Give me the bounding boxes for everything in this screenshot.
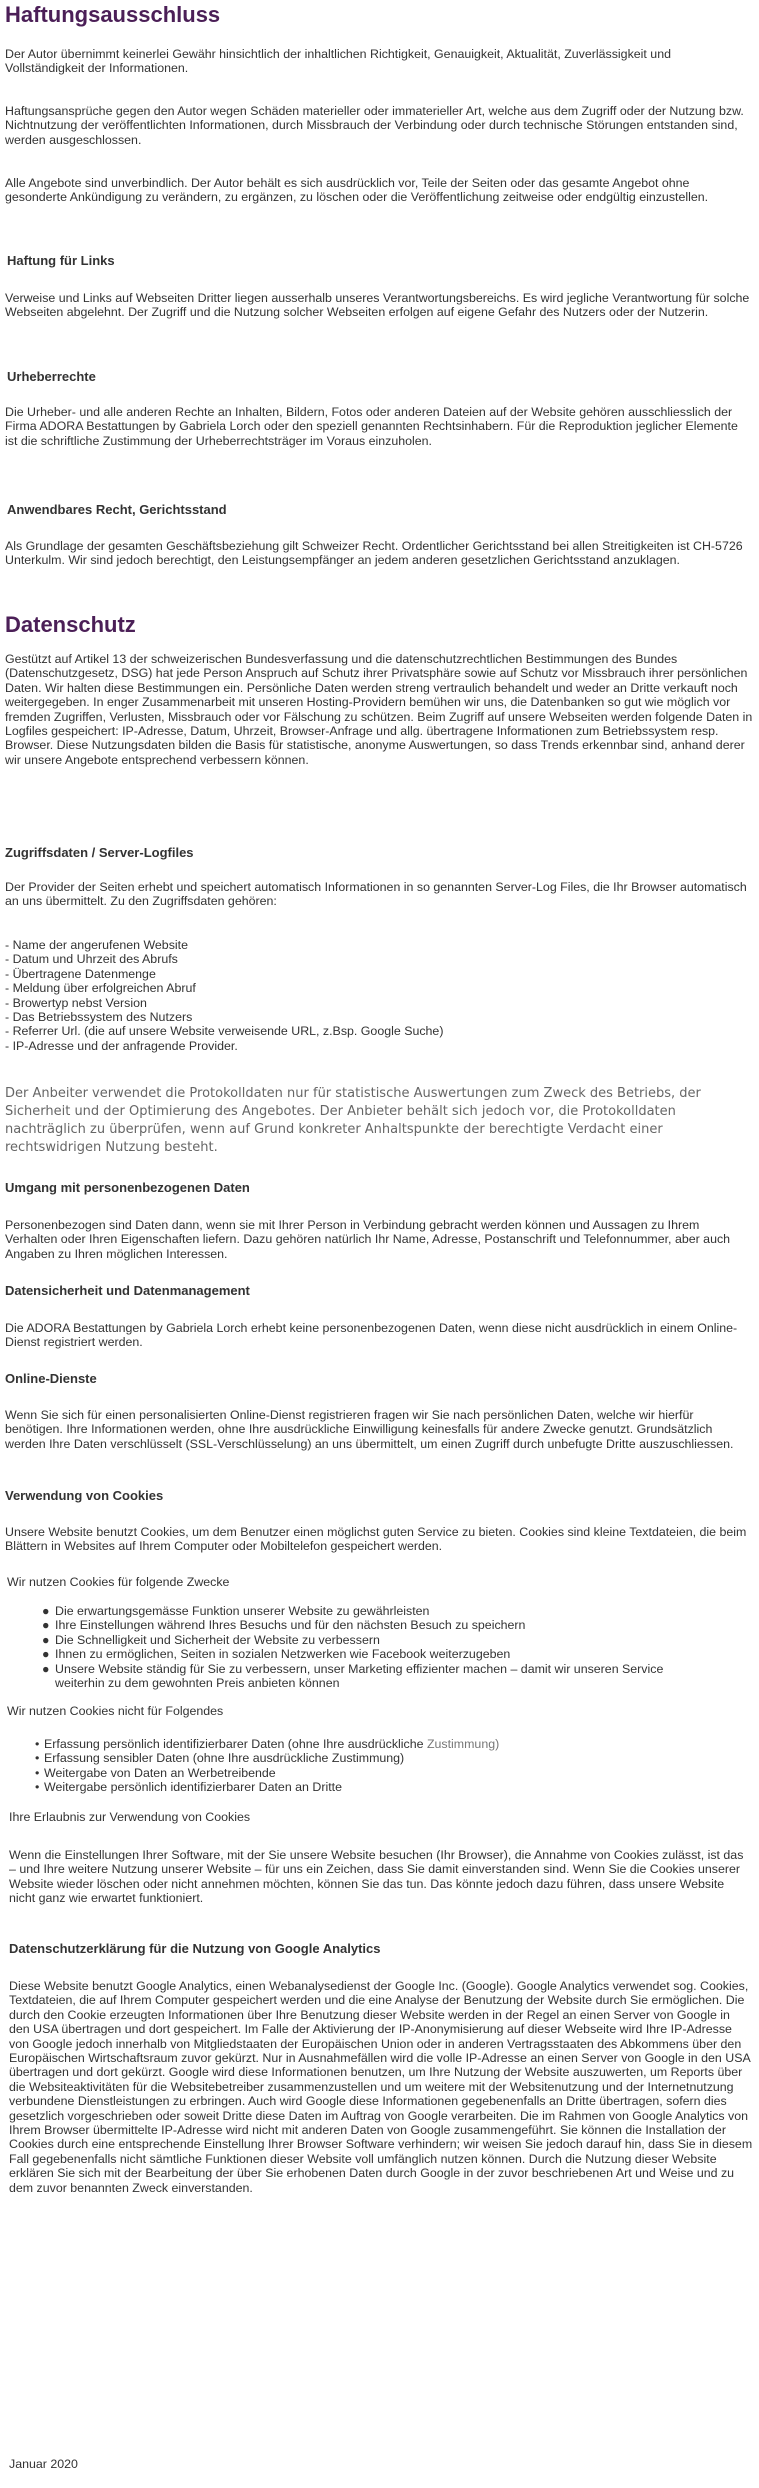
cookie-exclusions-list [35, 1737, 744, 1795]
online-services-paragraph: Wenn Sie sich für einen personalisierten Online-Dienst registrieren fragen wir Sie nach persönlichen Daten, welche wir hierfür benötigen. Ihre Informationen werden, ohne Ihre ausdrückliche Einwilligung keinesfalls für andere Zwecke genutzt. Grundsätzlich werden Ihre Daten verschlüsselt (SSL-Verschlüsselung) an uns übermittelt, um einen Zugriff durch unbefugte Dritte auszuschliessen. [5, 1408, 734, 1451]
list-item: - Browertyp nebst Version [5, 995, 147, 1010]
access-data-list [5, 938, 753, 1053]
access-data-heading: Zugriffsdaten / Server-Logfiles [5, 845, 194, 860]
cookie-consent-label: Ihre Erlaubnis zur Verwendung von Cookies [9, 1810, 251, 1824]
log-usage-paragraph: Der Anbeiter verwendet die Protokolldaten nur für statistische Auswertungen zum Zweck des Betriebs, der Sicherheit und der Optimierung des Angebotes. Der Anbieter behält sich jedoch vor, die Protokolldaten nachträglich zu überprüfen, wenn auf Grund konkreter Anhaltspunkte der berechtigte Verdacht einer rechtswidrigen Nutzung besteht. [5, 1086, 701, 1155]
cookies-heading: Verwendung von Cookies [5, 1488, 164, 1503]
list-item: • Erfassung persönlich identifizierbarer Daten (ohne Ihre ausdrückliche Zustimmung) [35, 1737, 500, 1751]
privacy-title: Datenschutz [5, 612, 136, 637]
list-item: - Das Betriebssystem des Nutzers [5, 1010, 193, 1025]
list-item: ● Ihre Einstellungen während Ihres Besuchs und für den nächsten Besuch zu speichern [42, 1618, 526, 1633]
list-item: ● Die erwartungsgemässe Funktion unserer Website zu gewährleisten [42, 1604, 430, 1618]
bullet-icon: • [35, 1737, 40, 1751]
bullet-icon: ● [42, 1661, 50, 1676]
list-item: ● Unsere Website ständig für Sie zu verbessern, unser Marketing effizienter machen – damit wir unseren Service weiterhin zu dem gewohnten Preis anbieten können [42, 1661, 664, 1691]
links-paragraph: Verweise und Links auf Webseiten Dritter liegen ausserhalb unseres Verantwortungsbereichs. Es wird jegliche Verantwortung für solche Webseiten abgelehnt. Der Zugriff und die Nutzung solcher Webseiten erfolgen auf eigene Gefahr des Nutzers oder der Nutzerin. [5, 291, 750, 320]
data-security-paragraph: Die ADORA Bestattungen by Gabriela Lorch erhebt keine personenbezogenen Daten, wenn diese nicht ausdrücklich in einem Online-Dienst registriert werden. [5, 1321, 738, 1350]
bullet-icon: • [35, 1765, 40, 1780]
cookie-exclusions-label: Wir nutzen Cookies nicht für Folgendes [7, 1704, 224, 1718]
bullet-icon: ● [42, 1647, 50, 1662]
bullet-icon: ● [42, 1604, 50, 1618]
copyright-paragraph: Die Urheber- und alle anderen Rechte an Inhalten, Bildern, Fotos oder anderen Dateien auf der Website gehören ausschliesslich der Firma ADORA Bestattungen by Gabriela Lorch oder den speziell genannten Rechtsinhabern. Für die Reproduktion jeglicher Elemente ist die schriftliche Zustimmung der Urheberrechtsträger im Voraus einzuholen. [5, 405, 738, 448]
law-paragraph: Als Grundlage der gesamten Geschäftsbeziehung gilt Schweizer Recht. Ordentlicher Gerichtsstand bei allen Streitigkeiten ist CH-5726 Unterkulm. Wir sind jedoch berechtigt, den Leistungsempfänger an jedem anderen gesetzlichen Gerichtsstand anzuklagen. [5, 539, 743, 568]
list-item: • Erfassung sensibler Daten (ohne Ihre ausdrückliche Zustimmung) [35, 1751, 405, 1766]
google-analytics-heading: Datenschutzerklärung für die Nutzung von Google Analytics [9, 1941, 381, 1956]
bullet-icon: • [35, 1751, 40, 1766]
bullet-icon: ● [42, 1618, 50, 1633]
copyright-heading: Urheberrechte [7, 369, 96, 384]
list-item: - Datum und Uhrzeit des Abrufs [5, 952, 178, 967]
liability-paragraph: Haftungsansprüche gegen den Autor wegen Schäden materieller oder immaterieller Art, welche aus dem Zugriff oder der Nutzung bzw. Nichtnutzung der veröffentlichten Informationen, durch Missbrauch der Verbindung oder durch technische Störungen entstanden sind, werden ausgeschlossen. [5, 104, 744, 147]
cookies-paragraph: Unsere Website benutzt Cookies, um dem Benutzer einen möglichst guten Service zu bieten. Cookies sind kleine Textdateien, die beim Blättern in Websites auf Ihrem Computer oder Mobiltelefon gespeichert werden. [5, 1525, 747, 1554]
list-item: - Name der angerufenen Website [5, 938, 188, 952]
online-services-heading: Online-Dienste [5, 1371, 97, 1386]
list-item: ● Ihnen zu ermöglichen, Seiten in sozialen Netzwerken wie Facebook weiterzugeben [42, 1647, 511, 1662]
personal-data-paragraph: Personenbezogen sind Daten dann, wenn sie mit Ihrer Person in Verbindung gebracht werden können und Aussagen zu Ihrem Verhalten oder Ihren Eigenschaften liefern. Dazu gehören natürlich Ihr Name, Adresse, Postanschrift und Telefonnummer, aber auch Angaben zu Ihren möglichen Interessen. [5, 1218, 731, 1261]
disclaimer-paragraph: Der Autor übernimmt keinerlei Gewähr hinsichtlich der inhaltlichen Richtigkeit, Genauigkeit, Aktualität, Zuverlässigkeit und Vollständigkeit der Informationen. [5, 47, 671, 76]
bullet-icon: ● [42, 1632, 50, 1647]
bullet-icon: • [35, 1780, 40, 1795]
list-item: - Meldung über erfolgreichen Abruf [5, 981, 196, 996]
offers-paragraph: Alle Angebote sind unverbindlich. Der Autor behält es sich ausdrücklich vor, Teile der Seiten oder das gesamte Angebot ohne gesonderte Ankündigung zu verändern, zu ergänzen, zu löschen oder die Veröffentlichung zeitweise oder endgültig einzustellen. [5, 176, 709, 205]
data-security-heading: Datensicherheit und Datenmanagement [5, 1283, 250, 1298]
privacy-intro: Gestützt auf Artikel 13 der schweizerischen Bundesverfassung und die datenschutzrechtlichen Bestimmungen des Bundes (Datenschutzgesetz, DSG) hat jede Person Anspruch auf Schutz ihrer Privatsphäre sowie auf Schutz vor Missbrauch ihrer persönlichen Daten. Wir halten diese Bestimmungen ein. Persönliche Daten werden streng vertraulich behandelt und weder an Dritte verkauft noch weitergegeben. In enger Zusammenarbeit mit unseren Hosting-Providern bemühen wir uns, die Datenbanken so gut wie möglich vor fremden Zugriffen, Verlusten, Missbrauch oder vor Fälschung zu schützen. Beim Zugriff auf unsere Webseiten werden folgende Daten in Logfiles gespeichert: IP-Adresse, Datum, Uhrzeit, Browser-Anfrage und allg. übertragene Informationen zum Betriebssystem resp. Browser. Diese Nutzungsdaten bilden die Basis für statistische, anonyme Auswertungen, so dass Trends erkennbar sind, anhand derer wir unsere Angebote entsprechend verbessern können. [5, 652, 753, 767]
google-analytics-paragraph: Diese Website benutzt Google Analytics, einen Webanalysedienst der Google Inc. (Google). Google Analytics verwendet sog. Cookies, Textdateien, die auf Ihrem Computer gespeichert werden und die eine Analyse der Benutzung der Website durch Sie ermöglichen. Die durch den Cookie erzeugten Informationen über Ihre Benutzung dieser Website werden in der Regel an einen Server von Google in den USA übertragen und dort gespeichert. Im Falle der Aktivierung der IP-Anonymisierung auf dieser Webseite wird Ihre IP-Adresse von Google jedoch innerhalb von Mitgliedstaaten der Europäischen Union oder in anderen Vertragsstaaten des Abkommens über den Europäischen Wirtschaftsraum zuvor gekürzt. Nur in Ausnahmefällen wird die volle IP-Adresse an einen Server von Google in den USA übertragen und dort gekürzt. Google wird diese Informationen benutzen, um Ihre Nutzung der Website auszuwerten, um Reports über die Websiteaktivitäten für die Websitebetreiber zusammenzustellen und um weitere mit der Websitenutzung und der Internetnutzung verbundene Dienstleistungen zu erbringen. Auch wird Google diese Informationen gegebenenfalls an Dritte übertragen, sofern dies gesetzlich vorgeschrieben oder soweit Dritte diese Daten im Auftrag von Google verarbeiten. Die im Rahmen von Google Analytics von Ihrem Browser übermittelte IP-Adresse wird nicht mit anderen Daten von Google zusammengeführt. Sie können die Installation der Cookies durch eine entsprechende Einstellung Ihrer Browser Software verhindern; wir weisen Sie jedoch darauf hin, dass Sie in diesem Fall gegebenenfalls nicht sämtliche Funktionen dieser Website voll umfänglich nutzen können. Durch die Nutzung dieser Website erklären Sie sich mit der Bearbeitung der über Sie erhobenen Daten durch Google in der zuvor beschriebenen Art und Weise und zu dem zuvor benannten Zweck einverstanden. [9, 1979, 753, 2195]
cookie-purposes-list [42, 1604, 745, 1691]
document-date: Januar 2020 [9, 2457, 78, 2471]
personal-data-heading: Umgang mit personenbezogenen Daten [5, 1180, 250, 1195]
cookie-purposes-label: Wir nutzen Cookies für folgende Zwecke [7, 1575, 230, 1589]
list-item: - Referrer Url. (die auf unsere Website verweisende URL, z.Bsp. Google Suche) [5, 1024, 444, 1039]
list-item: • Weitergabe von Daten an Werbetreibende [35, 1765, 276, 1780]
list-item: ● Die Schnelligkeit und Sicherheit der Website zu verbessern [42, 1632, 380, 1647]
links-heading: Haftung für Links [7, 253, 115, 268]
cookie-consent-paragraph: Wenn die Einstellungen Ihrer Software, mit der Sie unsere Website besuchen (Ihr Browser), die Annahme von Cookies zulässt, ist das – und Ihre weitere Nutzung unserer Website – für uns ein Zeichen, dass Sie damit einverstanden sind. Wenn Sie die Cookies unserer Website wieder löschen oder nicht annehmen möchten, können Sie das tun. Das könnte jedoch dazu führen, dass unsere Website nicht ganz wie erwartet funktioniert. [9, 1848, 744, 1906]
list-item: - Übertragene Datenmenge [5, 966, 156, 981]
access-data-paragraph: Der Provider der Seiten erhebt und speichert automatisch Informationen in so genannten Server-Log Files, die Ihr Browser automatisch an uns übermittelt. Zu den Zugriffsdaten gehören: [5, 880, 747, 909]
law-heading: Anwendbares Recht, Gerichtsstand [7, 502, 227, 517]
page-title: Haftungsausschluss [5, 2, 221, 27]
list-item: - IP-Adresse und der anfragende Provider. [5, 1038, 238, 1053]
list-item: • Weitergabe persönlich identifizierbarer Daten an Dritte [35, 1780, 342, 1795]
